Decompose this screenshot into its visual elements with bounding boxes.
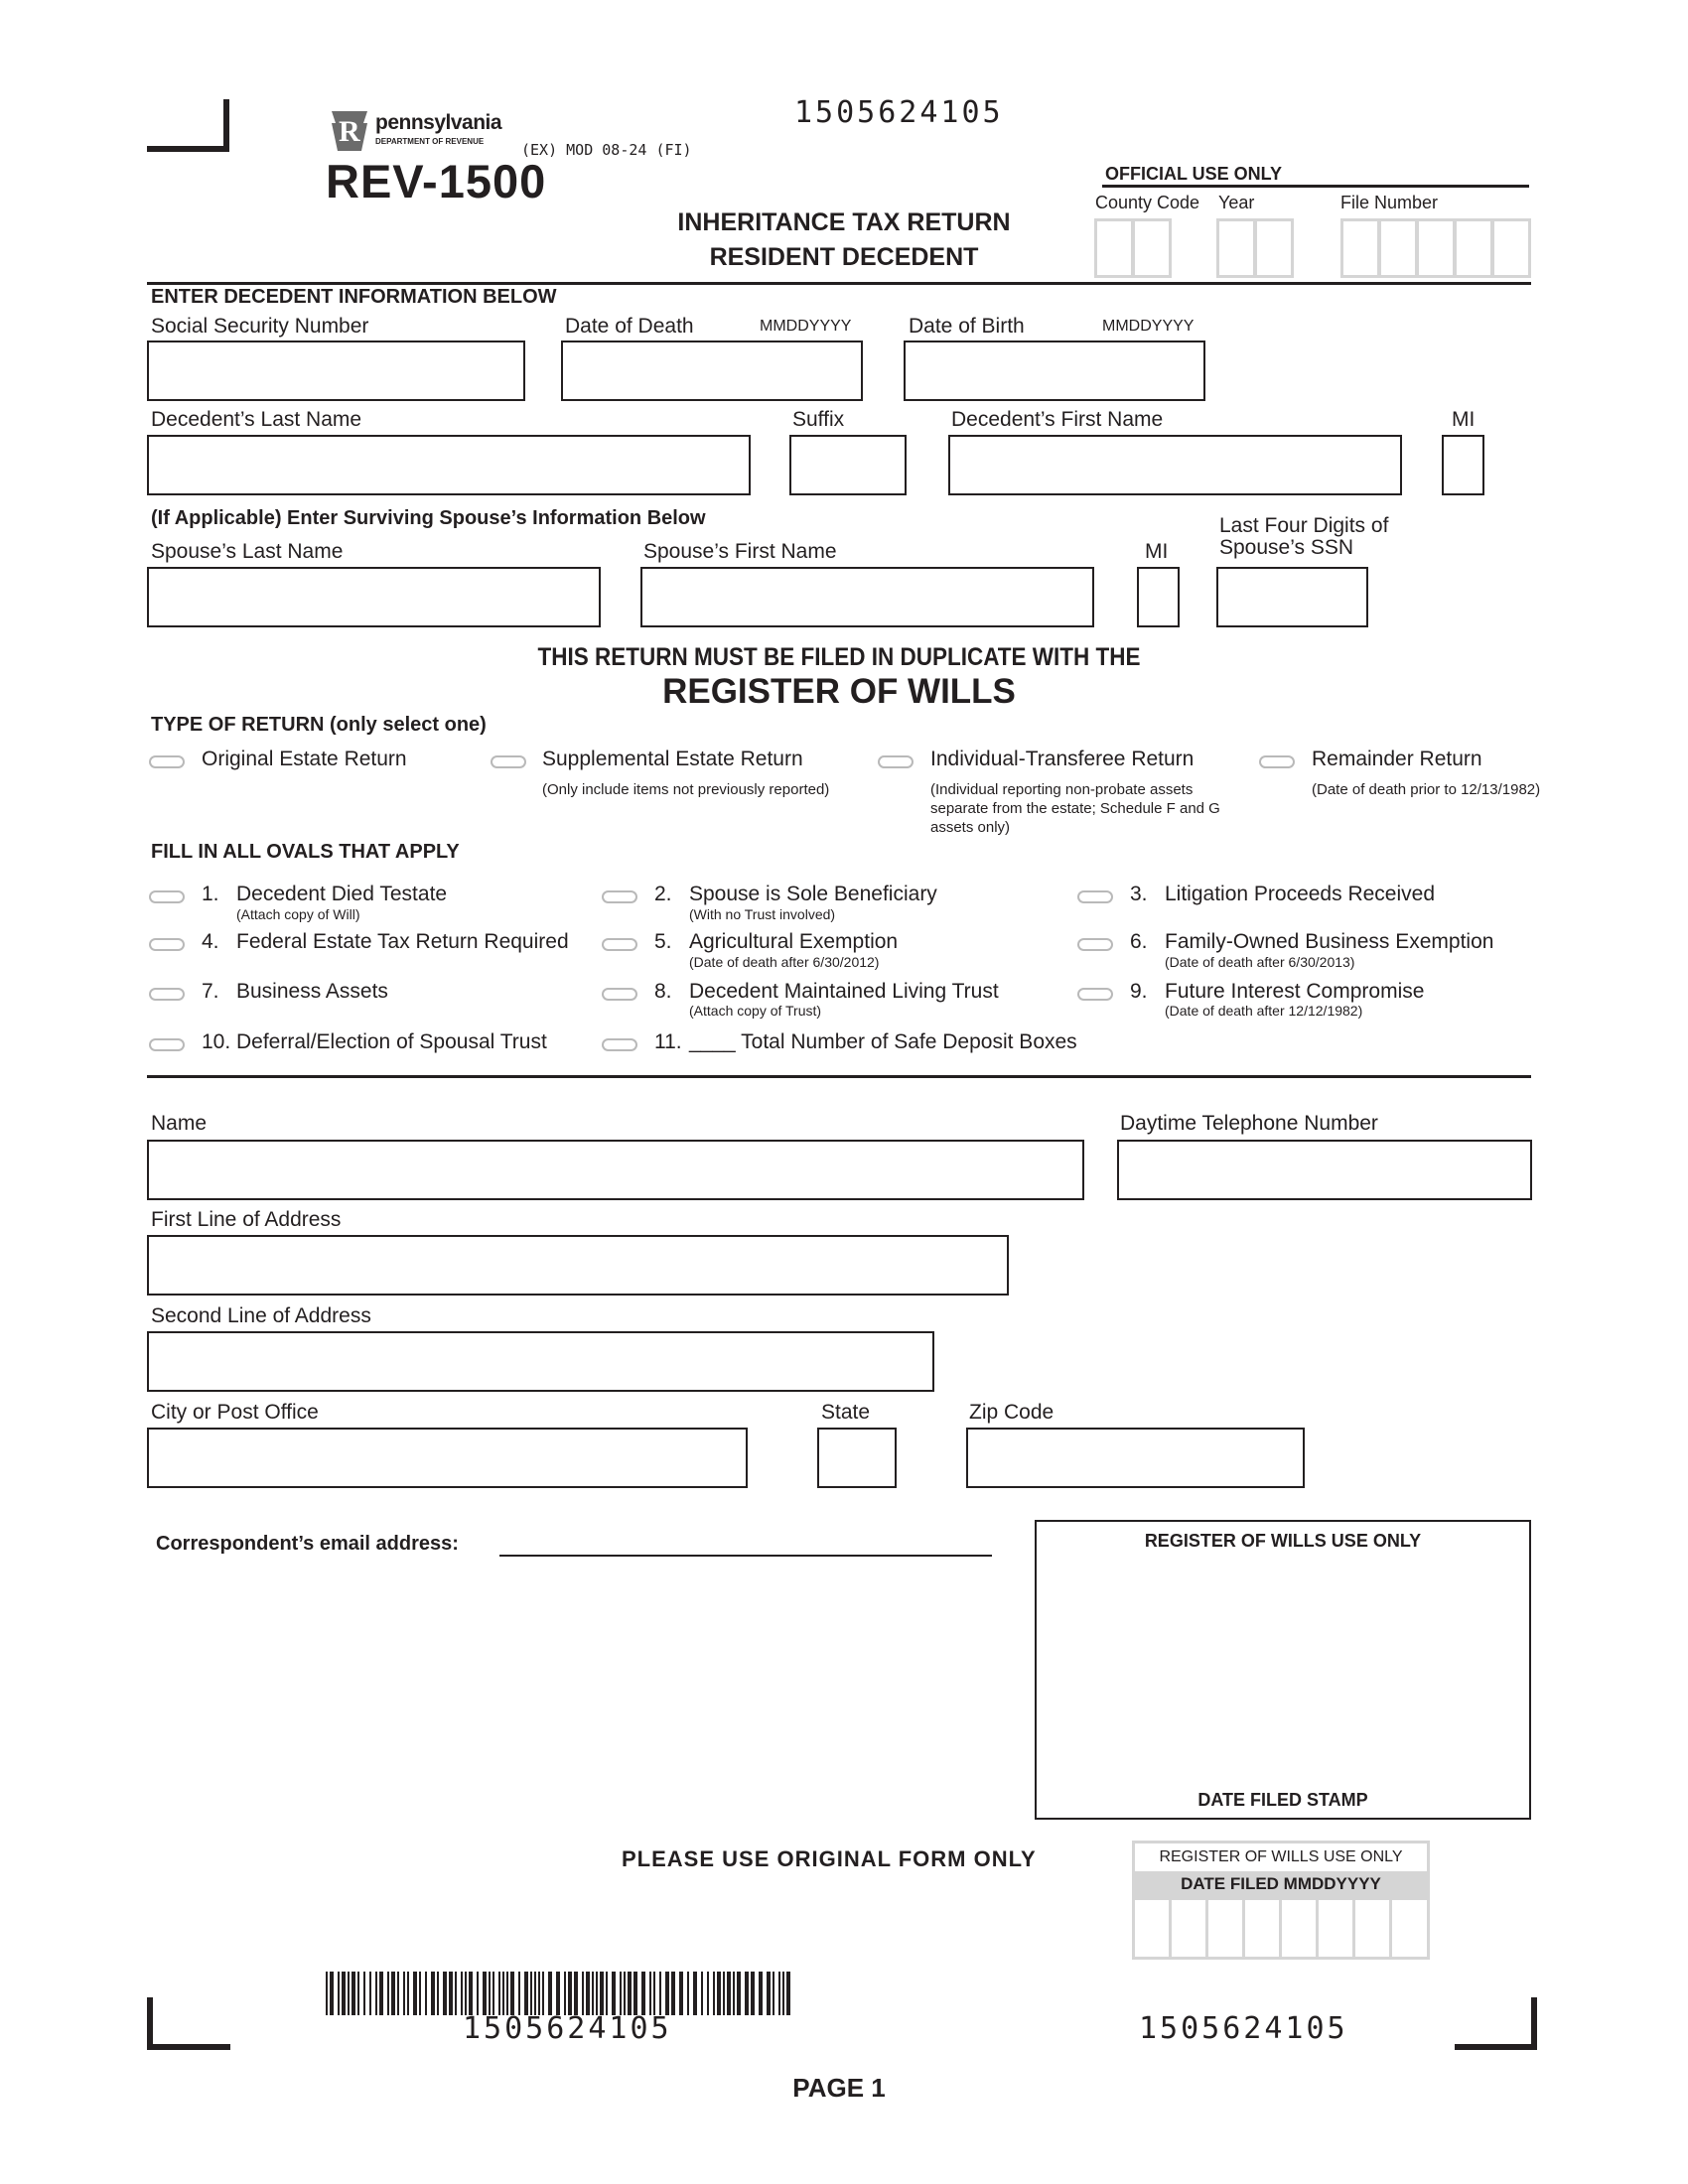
oval-4-number: 4. — [202, 930, 219, 953]
oval-8[interactable] — [602, 988, 637, 1001]
oval-4[interactable] — [149, 938, 185, 951]
date-filed-header: REGISTER OF WILLS USE ONLY — [1159, 1848, 1403, 1865]
zip-label: Zip Code — [969, 1401, 1055, 1424]
oval-7[interactable] — [149, 988, 185, 1001]
spouse-ssn4-label-line2: Spouse’s SSN — [1219, 536, 1354, 559]
oval-10-number: 10. — [202, 1030, 231, 1053]
form-title-line2: RESIDENT DECEDENT — [709, 243, 979, 271]
oval-9-label: Future Interest Compromise — [1165, 980, 1425, 1003]
oval-6-number: 6. — [1130, 930, 1148, 953]
register-box-header: REGISTER OF WILLS USE ONLY — [1144, 1531, 1422, 1551]
date-filed-subheader: DATE FILED MMDDYYYY — [1181, 1874, 1381, 1893]
state-label: State — [821, 1401, 871, 1424]
date-of-birth-format: MMDDYYYY — [1102, 318, 1195, 335]
page-label: PAGE 1 — [792, 2073, 886, 2103]
original-estate-oval[interactable] — [149, 755, 185, 768]
remainder-return-label: Remainder Return — [1312, 748, 1482, 770]
oval-2-note: (With no Trust involved) — [689, 906, 836, 922]
oval-9[interactable] — [1077, 988, 1113, 1001]
spouse-mi-input[interactable] — [1137, 567, 1180, 627]
decedent-header: ENTER DECEDENT INFORMATION BELOW — [151, 286, 557, 308]
oval-5-number: 5. — [654, 930, 672, 953]
oval-8-label: Decedent Maintained Living Trust — [689, 980, 999, 1003]
address1-input[interactable] — [147, 1235, 1009, 1296]
oval-6-note: (Date of death after 6/30/2013) — [1165, 954, 1355, 970]
spouse-last-name-label: Spouse’s Last Name — [151, 540, 344, 563]
register-box-footer: DATE FILED STAMP — [1197, 1790, 1368, 1810]
corner-mark-bottom-left — [147, 1997, 230, 2051]
barcode — [326, 1972, 792, 2015]
corner-mark-top-left — [147, 99, 230, 153]
oval-7-number: 7. — [202, 980, 219, 1003]
oval-3-number: 3. — [1130, 883, 1148, 905]
pa-revenue-logo: R pennsylvania DEPARTMENT OF REVENUE — [328, 109, 586, 155]
spouse-last-name-input[interactable] — [147, 567, 601, 627]
phone-input[interactable] — [1117, 1140, 1532, 1200]
oval-2[interactable] — [602, 890, 637, 903]
oval-6[interactable] — [1077, 938, 1113, 951]
oval-9-note: (Date of death after 12/12/1982) — [1165, 1003, 1363, 1019]
oval-10-label: Deferral/Election of Spousal Trust — [236, 1030, 547, 1053]
individual-transferee-oval[interactable] — [878, 755, 914, 768]
official-use-rule — [1102, 185, 1529, 188]
remainder-return-note: (Date of death prior to 12/13/1982) — [1312, 781, 1541, 798]
supplemental-estate-oval[interactable] — [491, 755, 526, 768]
filing-notice-line1: THIS RETURN MUST BE FILED IN DUPLICATE WITH THE — [537, 643, 1141, 671]
spouse-ssn4-input[interactable] — [1216, 567, 1368, 627]
original-estate-label: Original Estate Return — [202, 748, 407, 770]
oval-2-number: 2. — [654, 883, 672, 905]
oval-8-note: (Attach copy of Trust) — [689, 1003, 822, 1019]
original-form-notice: PLEASE USE ORIGINAL FORM ONLY — [622, 1846, 1037, 1871]
corner-mark-bottom-right — [1455, 1997, 1538, 2051]
oval-11-number: 11. — [654, 1030, 682, 1053]
decedent-mi-label: MI — [1452, 408, 1476, 431]
ssn-label: Social Security Number — [151, 315, 369, 338]
individual-transferee-note: (Individual reporting non-probate assets separate from the estate; Schedule F and G assets only) — [930, 781, 1220, 836]
barcode-number: 1505624105 — [463, 2011, 672, 2046]
date-of-birth-input[interactable] — [904, 341, 1205, 401]
decedent-first-name-input[interactable] — [948, 435, 1402, 495]
oval-4-label: Federal Estate Tax Return Required — [236, 930, 569, 953]
year-label: Year — [1218, 193, 1255, 212]
decedent-last-name-input[interactable] — [147, 435, 751, 495]
oval-5-label: Agricultural Exemption — [689, 930, 899, 953]
spouse-mi-label: MI — [1145, 540, 1169, 563]
ssn-input[interactable] — [147, 341, 525, 401]
suffix-label: Suffix — [792, 408, 845, 431]
supplemental-estate-label: Supplemental Estate Return — [542, 748, 803, 770]
oval-9-number: 9. — [1130, 980, 1148, 1003]
name-input[interactable] — [147, 1140, 1084, 1200]
spouse-header: (If Applicable) Enter Surviving Spouse’s Information Below — [151, 507, 706, 529]
address2-input[interactable] — [147, 1331, 934, 1392]
date-of-death-input[interactable] — [561, 341, 863, 401]
official-use-header: OFFICIAL USE ONLY — [1105, 164, 1283, 184]
county-code-label: County Code — [1095, 193, 1200, 212]
decedent-last-name-label: Decedent’s Last Name — [151, 408, 362, 431]
individual-transferee-label: Individual-Transferee Return — [930, 748, 1195, 770]
address1-label: First Line of Address — [151, 1208, 342, 1231]
supplemental-estate-note: (Only include items not previously reported) — [542, 781, 830, 798]
document-number-bottom: 1505624105 — [1139, 2011, 1348, 2046]
zip-input[interactable] — [966, 1428, 1305, 1488]
oval-3[interactable] — [1077, 890, 1113, 903]
ovals-divider — [147, 1075, 1531, 1078]
decedent-first-name-label: Decedent’s First Name — [951, 408, 1164, 431]
ovals-header: FILL IN ALL OVALS THAT APPLY — [151, 841, 460, 863]
email-label: Correspondent’s email address: — [156, 1533, 459, 1555]
city-input[interactable] — [147, 1428, 748, 1488]
form-mod: (EX) MOD 08-24 (FI) — [521, 141, 692, 159]
oval-10[interactable] — [149, 1038, 185, 1051]
spouse-first-name-input[interactable] — [640, 567, 1094, 627]
oval-2-label: Spouse is Sole Beneficiary — [689, 883, 937, 905]
oval-1-number: 1. — [202, 883, 219, 905]
date-of-death-format: MMDDYYYY — [760, 318, 852, 335]
oval-11[interactable] — [602, 1038, 637, 1051]
city-label: City or Post Office — [151, 1401, 319, 1424]
oval-7-label: Business Assets — [236, 980, 388, 1003]
remainder-return-oval[interactable] — [1259, 755, 1295, 768]
oval-1-label: Decedent Died Testate — [236, 883, 448, 905]
form-id: REV-1500 — [326, 155, 547, 207]
form-title-line1: INHERITANCE TAX RETURN — [677, 208, 1011, 236]
address2-label: Second Line of Address — [151, 1304, 371, 1327]
filing-notice-line2: REGISTER OF WILLS — [662, 672, 1016, 711]
oval-3-label: Litigation Proceeds Received — [1165, 883, 1435, 905]
name-label: Name — [151, 1112, 208, 1135]
document-number-top: 1505624105 — [794, 95, 1004, 130]
oval-1[interactable] — [149, 890, 185, 903]
oval-1-note: (Attach copy of Will) — [236, 906, 360, 922]
spouse-ssn4-label-line1: Last Four Digits of — [1219, 514, 1389, 537]
return-type-header: TYPE OF RETURN (only select one) — [151, 714, 487, 736]
phone-label: Daytime Telephone Number — [1120, 1112, 1378, 1135]
email-input-line[interactable] — [499, 1555, 992, 1557]
oval-6-label: Family-Owned Business Exemption — [1165, 930, 1494, 953]
date-of-death-label: Date of Death — [565, 315, 694, 338]
state-input[interactable] — [817, 1428, 897, 1488]
spouse-first-name-label: Spouse’s First Name — [643, 540, 837, 563]
date-of-birth-label: Date of Birth — [909, 315, 1025, 338]
oval-5[interactable] — [602, 938, 637, 951]
oval-11-label: ____ Total Number of Safe Deposit Boxes — [689, 1030, 1077, 1053]
register-of-wills-stamp-box — [1035, 1520, 1531, 1820]
file-number-label: File Number — [1340, 193, 1439, 212]
suffix-input[interactable] — [789, 435, 907, 495]
header-divider — [147, 282, 1531, 285]
oval-5-note: (Date of death after 6/30/2012) — [689, 954, 880, 970]
oval-8-number: 8. — [654, 980, 672, 1003]
decedent-mi-input[interactable] — [1442, 435, 1484, 495]
